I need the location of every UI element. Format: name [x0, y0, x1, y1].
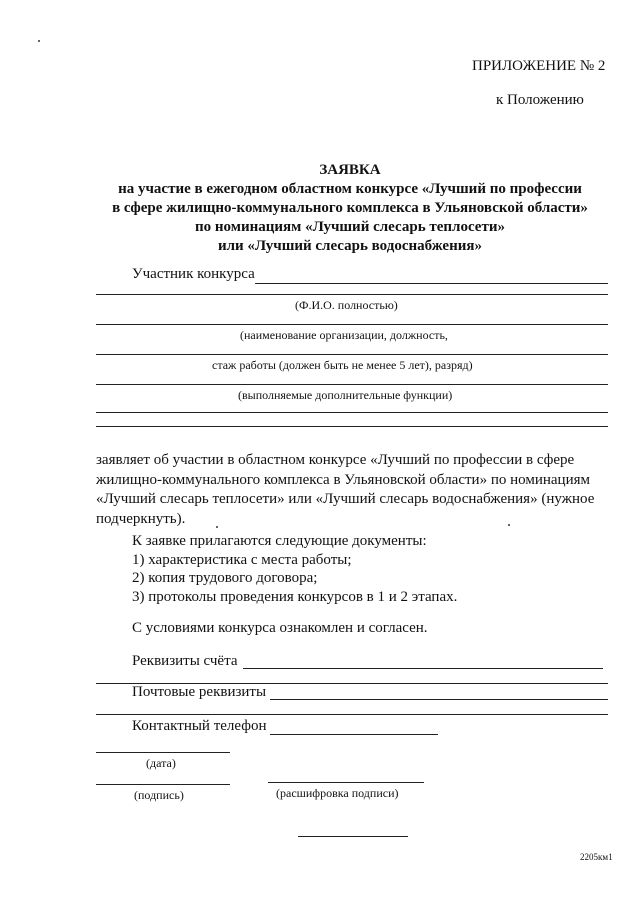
title-line-2: в сфере жилищно-коммунального комплекса в Ульяновской области» — [112, 200, 588, 216]
bank-requisites-label: Реквизиты счёта — [132, 653, 238, 669]
hint-experience: стаж работы (должен быть не менее 5 лет), разряд) — [212, 358, 473, 372]
hint-functions: (выполняемые дополнительные функции) — [238, 388, 453, 402]
title-line-4: или «Лучший слесарь водоснабжения» — [217, 238, 482, 254]
statement-line-2: жилищно-коммунального комплекса в Ульяновской области» по номинациям — [96, 471, 590, 488]
organization-field[interactable] — [96, 324, 608, 325]
title-line-3: по номинациям «Лучший слесарь теплосети» — [195, 219, 505, 235]
phone-label: Контактный телефон — [132, 718, 267, 734]
documents-intro: К заявке прилагаются следующие документы: — [132, 533, 427, 549]
footer-code: 2205км1 — [580, 852, 613, 862]
signature-decoding-label: (расшифровка подписи) — [276, 786, 399, 800]
statement-line-4: подчеркнуть). — [96, 510, 186, 527]
statement-paragraph — [96, 451, 608, 529]
document-item: 2) копия трудового договора; — [132, 570, 318, 586]
agreement-statement: С условиями конкурса ознакомлен и согласен. — [132, 620, 428, 636]
postal-requisites-field-2[interactable] — [96, 714, 608, 715]
signature-decoding-field[interactable] — [268, 782, 424, 783]
participant-field-line-2[interactable] — [96, 294, 608, 295]
functions-field-line-3[interactable] — [96, 426, 608, 427]
participant-name-field[interactable] — [255, 283, 608, 284]
functions-field[interactable] — [96, 384, 608, 385]
appendix-number: ПРИЛОЖЕНИЕ № 2 — [472, 58, 606, 74]
statement-line-1: заявляет об участии в областном конкурсе «Лучший по профессии в сфере — [96, 452, 575, 468]
regulation-reference: к Положению — [496, 92, 584, 108]
title-main: ЗАЯВКА — [319, 162, 381, 178]
bank-requisites-field[interactable] — [243, 668, 603, 669]
document-item: 3) протоколы проведения конкурсов в 1 и 2 этапах. — [132, 588, 458, 605]
signature-label: (подпись) — [134, 788, 184, 802]
scan-speck — [508, 524, 510, 526]
footer-divider — [298, 836, 408, 837]
statement-line-3: «Лучший слесарь теплосети» или «Лучший слесарь водоснабжения» (нужное — [96, 491, 595, 507]
title-line-1: на участие в ежегодном областном конкурсе «Лучший по профессии — [118, 181, 582, 197]
postal-requisites-label: Почтовые реквизиты — [132, 684, 267, 700]
scan-speck — [38, 40, 40, 42]
date-label: (дата) — [146, 756, 176, 770]
document-title — [60, 161, 640, 256]
participant-label: Участник конкурса — [132, 266, 255, 282]
hint-full-name: (Ф.И.О. полностью) — [295, 298, 398, 312]
document-item: 1) характеристика с места работы; — [132, 551, 352, 568]
experience-field[interactable] — [96, 354, 608, 355]
postal-requisites-field[interactable] — [270, 699, 608, 700]
scan-speck — [216, 526, 218, 528]
hint-organization: (наименование организации, должность, — [240, 328, 448, 342]
signature-field[interactable] — [96, 784, 230, 785]
attached-documents — [132, 532, 457, 606]
date-field[interactable] — [96, 752, 230, 753]
phone-field[interactable] — [270, 734, 438, 735]
functions-field-line-2[interactable] — [96, 412, 608, 413]
